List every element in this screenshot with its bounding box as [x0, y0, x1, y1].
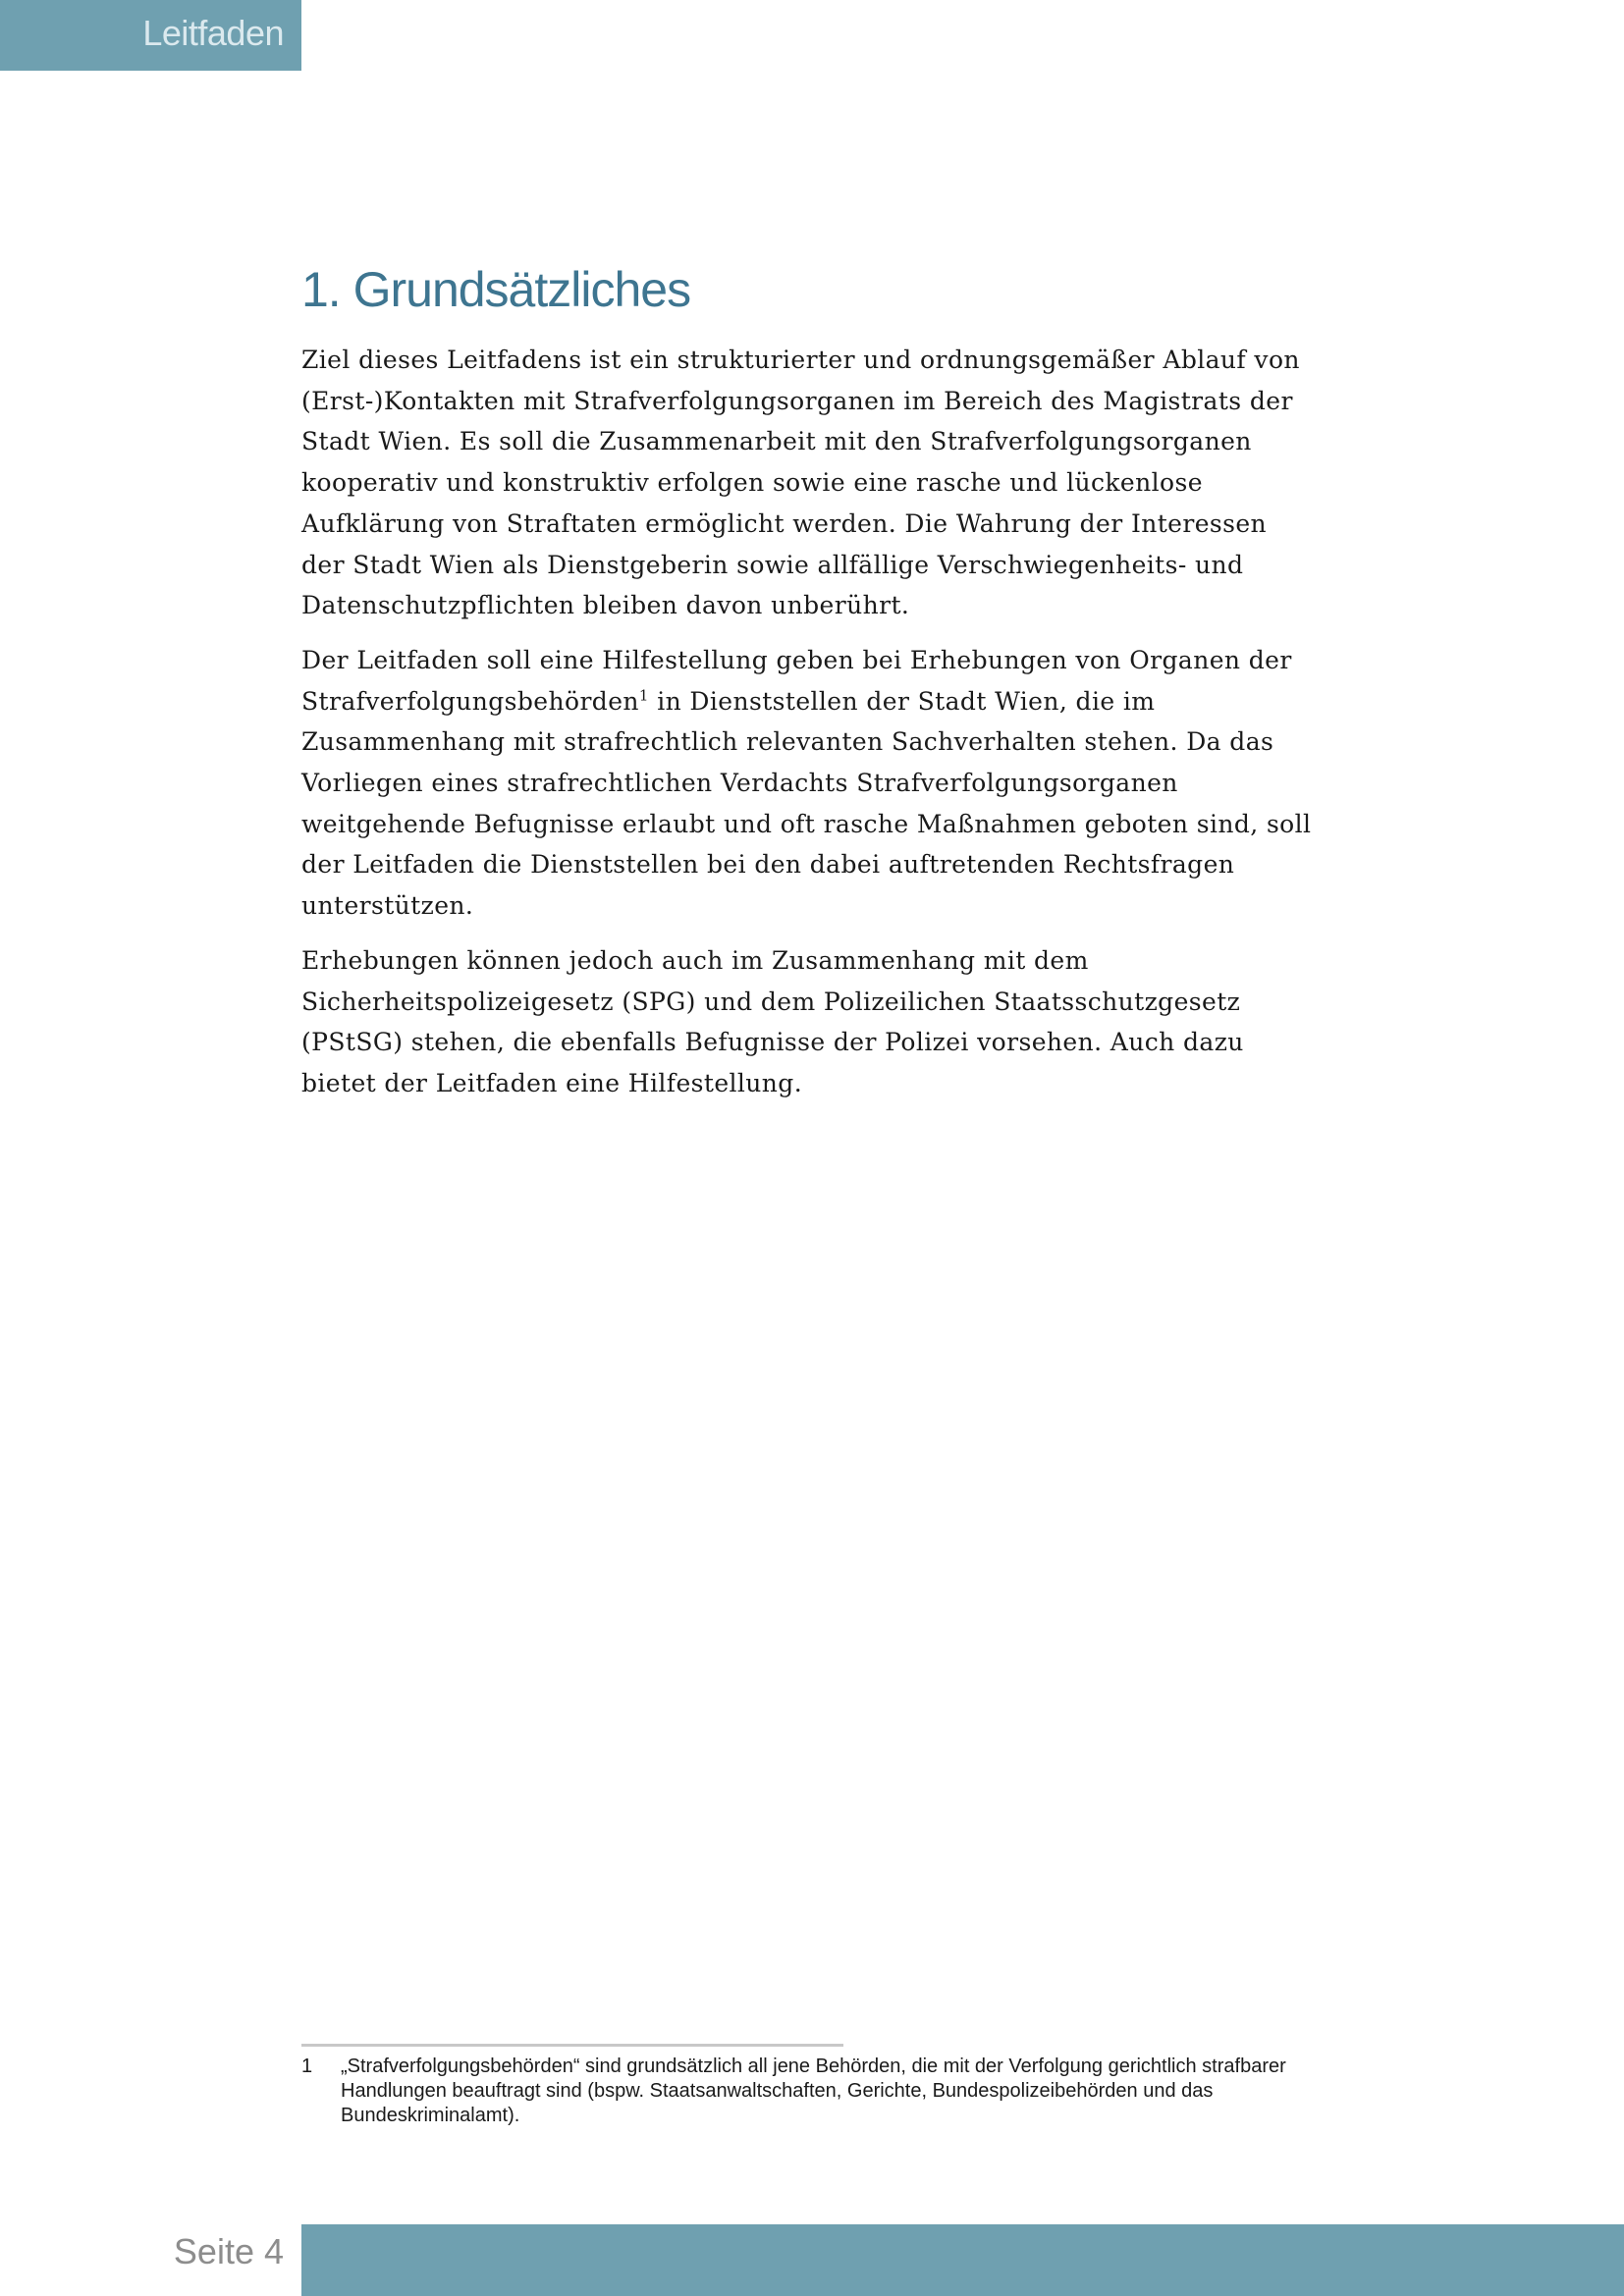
header-tab: [0, 0, 301, 71]
body-text: [301, 340, 1313, 1118]
footnote-text: „Strafverfolgungsbehörden“ sind grundsätzlich all jene Behörden, die mit der Verfolgung gerichtlich strafbarer Handlungen beauftragt sind (bspw. Staatsanwaltschaften, Gerichte, Bundespolizeibehörden und das Bundeskriminalamt).: [341, 2056, 1286, 2126]
header-tab-label: Leitfaden: [142, 13, 284, 53]
footer-bar: [301, 2224, 1624, 2296]
section-heading: 1. Grundsätzliches: [301, 262, 691, 317]
page-number: Seite 4: [173, 2231, 284, 2271]
paragraph-goal: Ziel dieses Leitfadens ist ein strukturierter und ordnungsgemäßer Ablauf von (Erst-)Kontakten mit Strafverfolgungsorganen im Bereich des Magistrats der Stadt Wien. Es soll die Zusammenarbeit mit den Strafverfolgungsorganen kooperativ und konstruktiv erfolgen sowie eine rasche und lückenlose Aufklärung von Straftaten ermöglicht werden. Die Wahrung der Interessen der Stadt Wien als Dienstgeberin sowie allfällige Verschwiegenheits- und Datenschutzpflichten bleiben davon unberührt.: [301, 346, 1300, 620]
footnote: [301, 2055, 1342, 2128]
paragraph-purpose: [301, 640, 1313, 927]
footnote-number: 1: [301, 2056, 313, 2077]
footnote-divider: [301, 2044, 843, 2047]
footnote-reference[interactable]: 1: [638, 686, 649, 705]
paragraph-purpose-end: in Dienststellen der Stadt Wien, die im Zusammenhang mit strafrechtlich relevanten Sachverhalten stehen. Da das Vorliegen eines strafrechtlichen Verdachts Strafverfolgungsorganen weitgehende Befugnisse erlaubt und oft rasche Maßnahmen geboten sind, soll der Leitfaden die Dienststellen bei den dabei auftretenden Rechtsfragen unterstützen.: [301, 686, 1312, 921]
paragraph-security-police: Erhebungen können jedoch auch im Zusammenhang mit dem Sicherheitspolizeigesetz (SPG) und dem Polizeilichen Staatsschutzgesetz (PStSG) stehen, die ebenfalls Befugnisse der Polizei vorsehen. Auch dazu bietet der Leitfaden eine Hilfestellung.: [301, 945, 1244, 1097]
paragraph-purpose-start: Der Leitfaden soll eine Hilfestellung geben bei Erhebungen von Organen der Strafverfolgungsbehörden: [301, 645, 1292, 716]
